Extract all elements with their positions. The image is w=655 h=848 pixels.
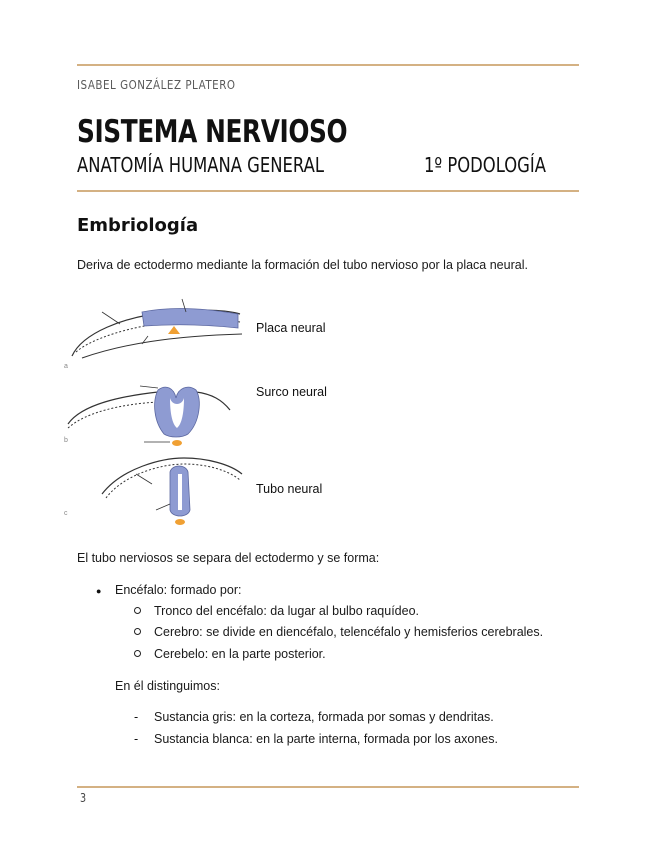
figure-letter-b: b bbox=[64, 437, 68, 444]
subitem-cerebro: Cerebro: se divide en diencéfalo, telencéfalo y hemisferios cerebrales. bbox=[154, 625, 544, 639]
label-placa-neural: Placa neural bbox=[256, 321, 326, 335]
dash-item-gris: Sustancia gris: en la corteza, formada por somas y dendritas. bbox=[154, 710, 494, 724]
circle-bullet-2 bbox=[134, 628, 141, 635]
section-heading: Embriología bbox=[77, 215, 199, 236]
page-number: 3 bbox=[80, 791, 87, 805]
dash-bullet-1: - bbox=[134, 710, 139, 724]
author-name: ISABEL GONZÁLEZ PLATERO bbox=[77, 78, 236, 92]
neural-groove-illustration bbox=[62, 376, 252, 448]
figure-letter-a: a bbox=[64, 363, 68, 370]
figure-letter-c: c bbox=[64, 510, 68, 517]
distinguish-paragraph: En él distinguimos: bbox=[115, 679, 220, 693]
circle-bullet-1 bbox=[134, 607, 141, 614]
document-subtitle: ANATOMÍA HUMANA GENERAL bbox=[77, 153, 324, 177]
label-surco-neural: Surco neural bbox=[256, 385, 327, 399]
document-title: SISTEMA NERVIOSO bbox=[77, 114, 348, 150]
dash-item-blanca: Sustancia blanca: en la parte interna, formada por los axones. bbox=[154, 732, 498, 746]
subitem-tronco: Tronco del encéfalo: da lugar al bulbo raquídeo. bbox=[154, 604, 419, 618]
dash-bullet-2: - bbox=[134, 732, 139, 746]
footer-rule bbox=[77, 786, 579, 788]
subitem-cerebelo: Cerebelo: en la parte posterior. bbox=[154, 647, 326, 661]
separation-paragraph: El tubo nerviosos se separa del ectodermo y se forma: bbox=[77, 551, 380, 565]
course-label: 1º PODOLOGÍA bbox=[424, 153, 546, 177]
label-tubo-neural: Tubo neural bbox=[256, 482, 323, 496]
top-rule bbox=[77, 64, 579, 66]
bullet-dot: ● bbox=[96, 586, 102, 596]
intro-paragraph: Deriva de ectodermo mediante la formación del tubo nervioso por la placa neural. bbox=[77, 258, 528, 272]
header-rule bbox=[77, 190, 579, 192]
neural-plate-illustration bbox=[62, 294, 252, 366]
circle-bullet-3 bbox=[134, 650, 141, 657]
neural-tube-illustration bbox=[92, 454, 252, 530]
bullet-item-encefalo: Encéfalo: formado por: bbox=[115, 583, 242, 597]
